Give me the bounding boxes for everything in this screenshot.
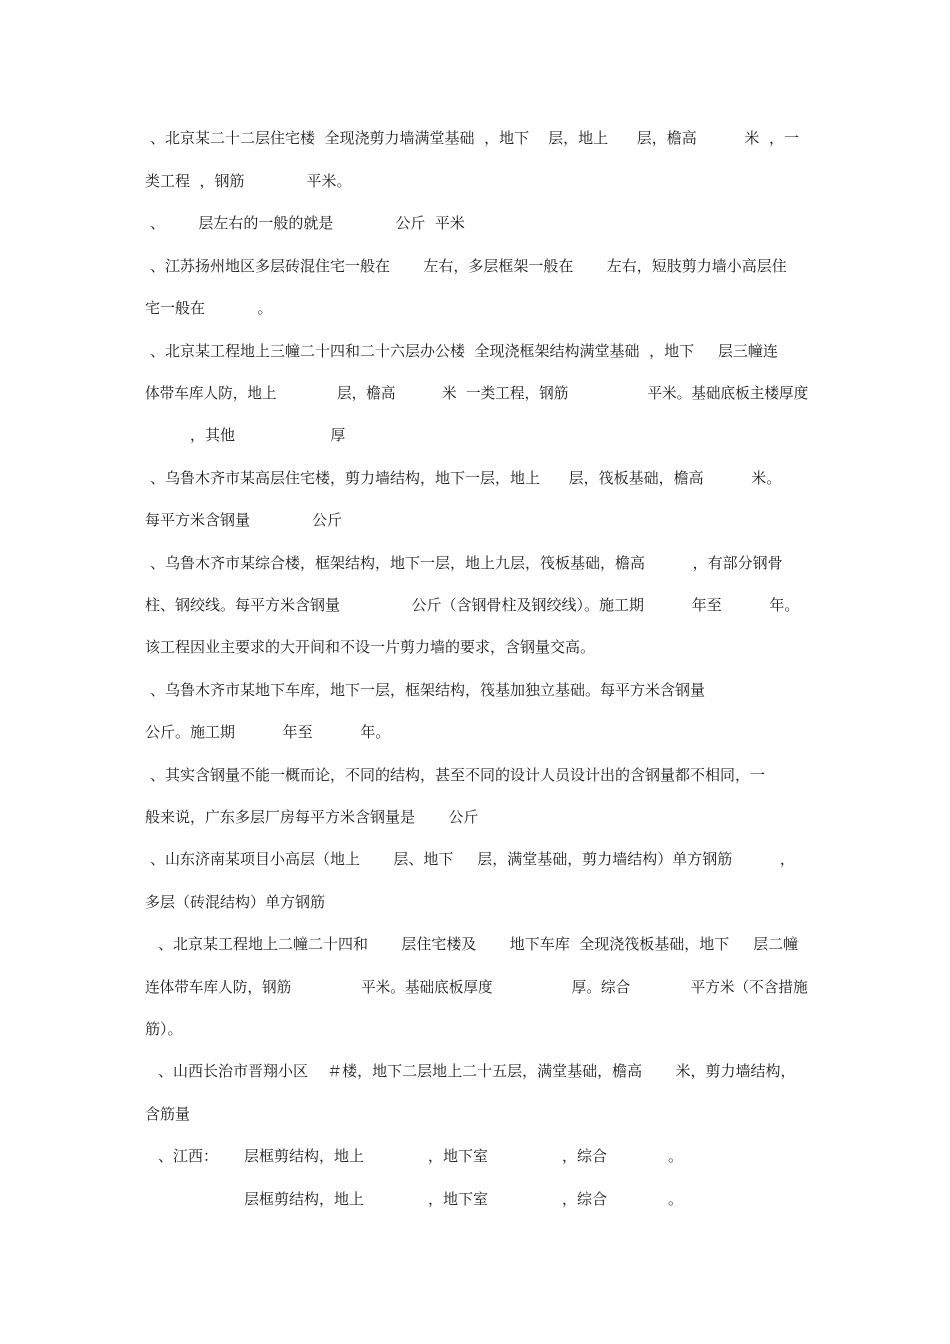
text-line: 、北京某工程地上三幢二十四和二十六层办公楼 全现浇框架结构满堂基础 ，地下 层三幢连: [150, 342, 778, 360]
text-line: ，综合: [562, 1190, 608, 1208]
text-line: 。: [668, 1190, 684, 1208]
text-line: 、乌鲁木齐市某地下车库，地下一层，框架结构，筏基加独立基础。每平方米含钢量: [150, 681, 706, 699]
text-line: ，其他 厚: [190, 426, 346, 444]
text-line: 、北京某工程地上二幢二十四和 层住宅楼及 地下车库 全现浇筏板基础，地下 层二幢: [158, 935, 799, 953]
text-line: 该工程因业主要求的大开间和不设一片剪力墙的要求，含钢量交高。: [145, 638, 596, 656]
text-line: ，综合: [562, 1147, 608, 1165]
text-line: ，地下室: [428, 1190, 489, 1208]
text-line: 、江苏扬州地区多层砖混住宅一般在 左右，多层框架一般在 左右，短肢剪力墙小高层住: [150, 257, 787, 275]
text-line: 、 层左右的一般的就是 公斤 平米: [150, 214, 465, 232]
text-line: 体带车库人防，地上 层，檐高 米 一类工程，钢筋 平米。基础底板主楼厚度: [145, 384, 809, 402]
text-line: 多层（砖混结构）单方钢筋: [145, 893, 326, 911]
text-line: 、北京某二十二层住宅楼 全现浇剪力墙满堂基础 ，地下 层，地上 层，檐高 米 ，一: [150, 129, 799, 147]
text-line: 、乌鲁木齐市某高层住宅楼，剪力墙结构，地下一层，地上 层，筏板基础，檐高 米。: [150, 469, 782, 487]
text-line: 。: [668, 1147, 684, 1165]
text-line: 、山西长治市晋翔小区 ＃楼，地下二层地上二十五层，满堂基础，檐高 米，剪力墙结构，: [158, 1062, 796, 1080]
text-line: 柱、钢绞线。每平方米含钢量 公斤（含钢骨柱及钢绞线）。施工期 年至 年。: [145, 596, 800, 614]
text-line: 类工程 ，钢筋 平米。: [145, 172, 352, 190]
text-line: 含筋量: [145, 1105, 191, 1123]
text-line: 、乌鲁木齐市某综合楼，框架结构，地下一层，地上九层，筏板基础，檐高 ，有部分钢骨: [150, 554, 783, 572]
text-line: 层框剪结构，地上: [244, 1190, 365, 1208]
text-line: 、其实含钢量不能一概而论，不同的结构，甚至不同的设计人员设计出的含钢量都不相同，一: [150, 766, 766, 784]
text-line: 筋）。: [145, 1020, 183, 1038]
text-line: 般来说，广东多层厂房每平方米含钢量是 公斤: [145, 808, 479, 826]
text-line: 连体带车库人防，钢筋 平米。基础底板厚度 厚。综合 平方米（不含措施: [145, 978, 808, 996]
text-line: 层框剪结构，地上: [244, 1147, 365, 1165]
text-line: 公斤。施工期 年至 年。: [145, 723, 391, 741]
text-line: 、山东济南某项目小高层（地上 层、地下 层，满堂基础，剪力墙结构）单方钢筋 ，: [150, 850, 795, 868]
text-line: 、江西：: [158, 1147, 219, 1165]
text-line: ，地下室: [428, 1147, 489, 1165]
text-line: 宅一般在 。: [145, 299, 273, 317]
text-line: 每平方米含钢量 公斤: [145, 511, 342, 529]
